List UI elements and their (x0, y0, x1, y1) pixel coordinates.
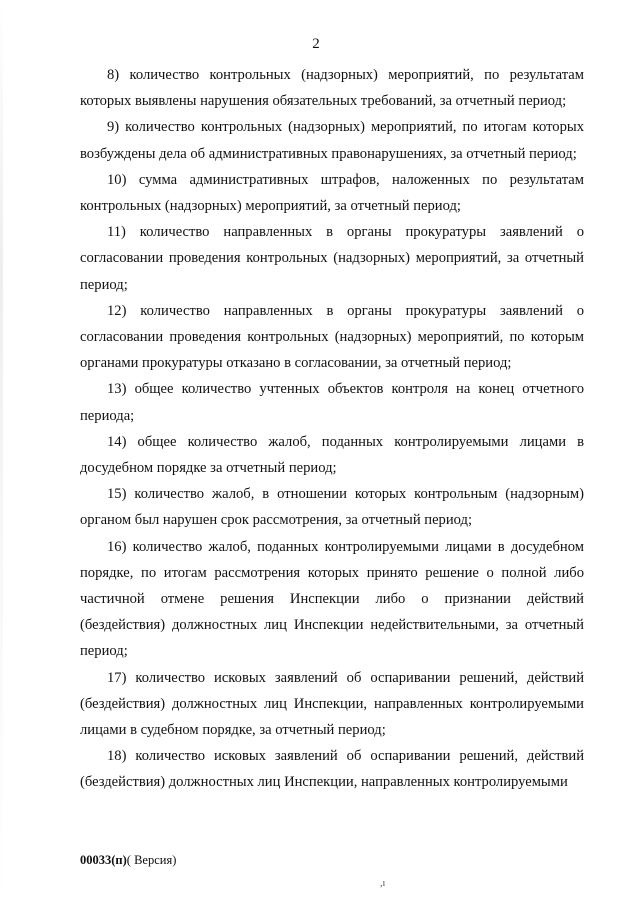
paragraph-item-11: 11) количество направленных в органы прокуратуры заявлений о согласовании проведения контрольных (надзорных) мероприятий, за отчетный период; (80, 224, 584, 293)
paragraph-item-18: 18) количество исковых заявлений об оспаривании решений, действий (бездействия) должностных лиц Инспекции, направленных контролируемыми (80, 748, 584, 791)
document-footer (80, 853, 176, 868)
scan-speck: ,ı (380, 878, 386, 889)
paragraph-item-16: 16) количество жалоб, поданных контролируемыми лицами в досудебном порядке, по итогам рассмотрения которых принято решение о полной либо частичной отмене решения Инспекции либо о признании действий (бездействия) должностных лиц Инспекции недействительными, за отчетный период; (80, 538, 584, 660)
paragraph-item-9: 9) количество контрольных (надзорных) мероприятий, по итогам которых возбуждены дела об административных правонарушениях, за отчетный период; (80, 119, 584, 162)
document-version: ( Версия) (126, 853, 177, 867)
paragraph-item-13: 13) общее количество учтенных объектов контроля на конец отчетного периода; (80, 381, 584, 424)
paragraph-item-15: 15) количество жалоб, в отношении которых контрольным (надзорным) органом был нарушен срок рассмотрения, за отчетный период; (80, 486, 584, 529)
paragraph-item-10: 10) сумма административных штрафов, наложенных по результатам контрольных (надзорных) мероприятий, за отчетный период; (80, 171, 584, 215)
page-number: 2 (312, 36, 320, 52)
document-code: 00033(п) (80, 853, 127, 867)
paragraph-item-8: 8) количество контрольных (надзорных) мероприятий, по результатам которых выявлены нарушения обязательных требований, за отчетный период; (80, 67, 584, 110)
paragraph-item-17: 17) количество исковых заявлений об оспаривании решений, действий (бездействия) должностных лиц Инспекции, направленных контролируемыми лицами в судебном порядке, за отчетный период; (80, 669, 584, 739)
scan-edge-shadow (0, 0, 3, 905)
paragraph-item-14: 14) общее количество жалоб, поданных контролируемыми лицами в досудебном порядке за отчетный период; (80, 433, 584, 477)
document-body (80, 62, 584, 796)
paragraph-item-12: 12) количество направленных в органы прокуратуры заявлений о согласовании проведения контрольных (надзорных) мероприятий, по которым органами прокуратуры отказано в согласовании, за отчетный период; (80, 302, 584, 372)
